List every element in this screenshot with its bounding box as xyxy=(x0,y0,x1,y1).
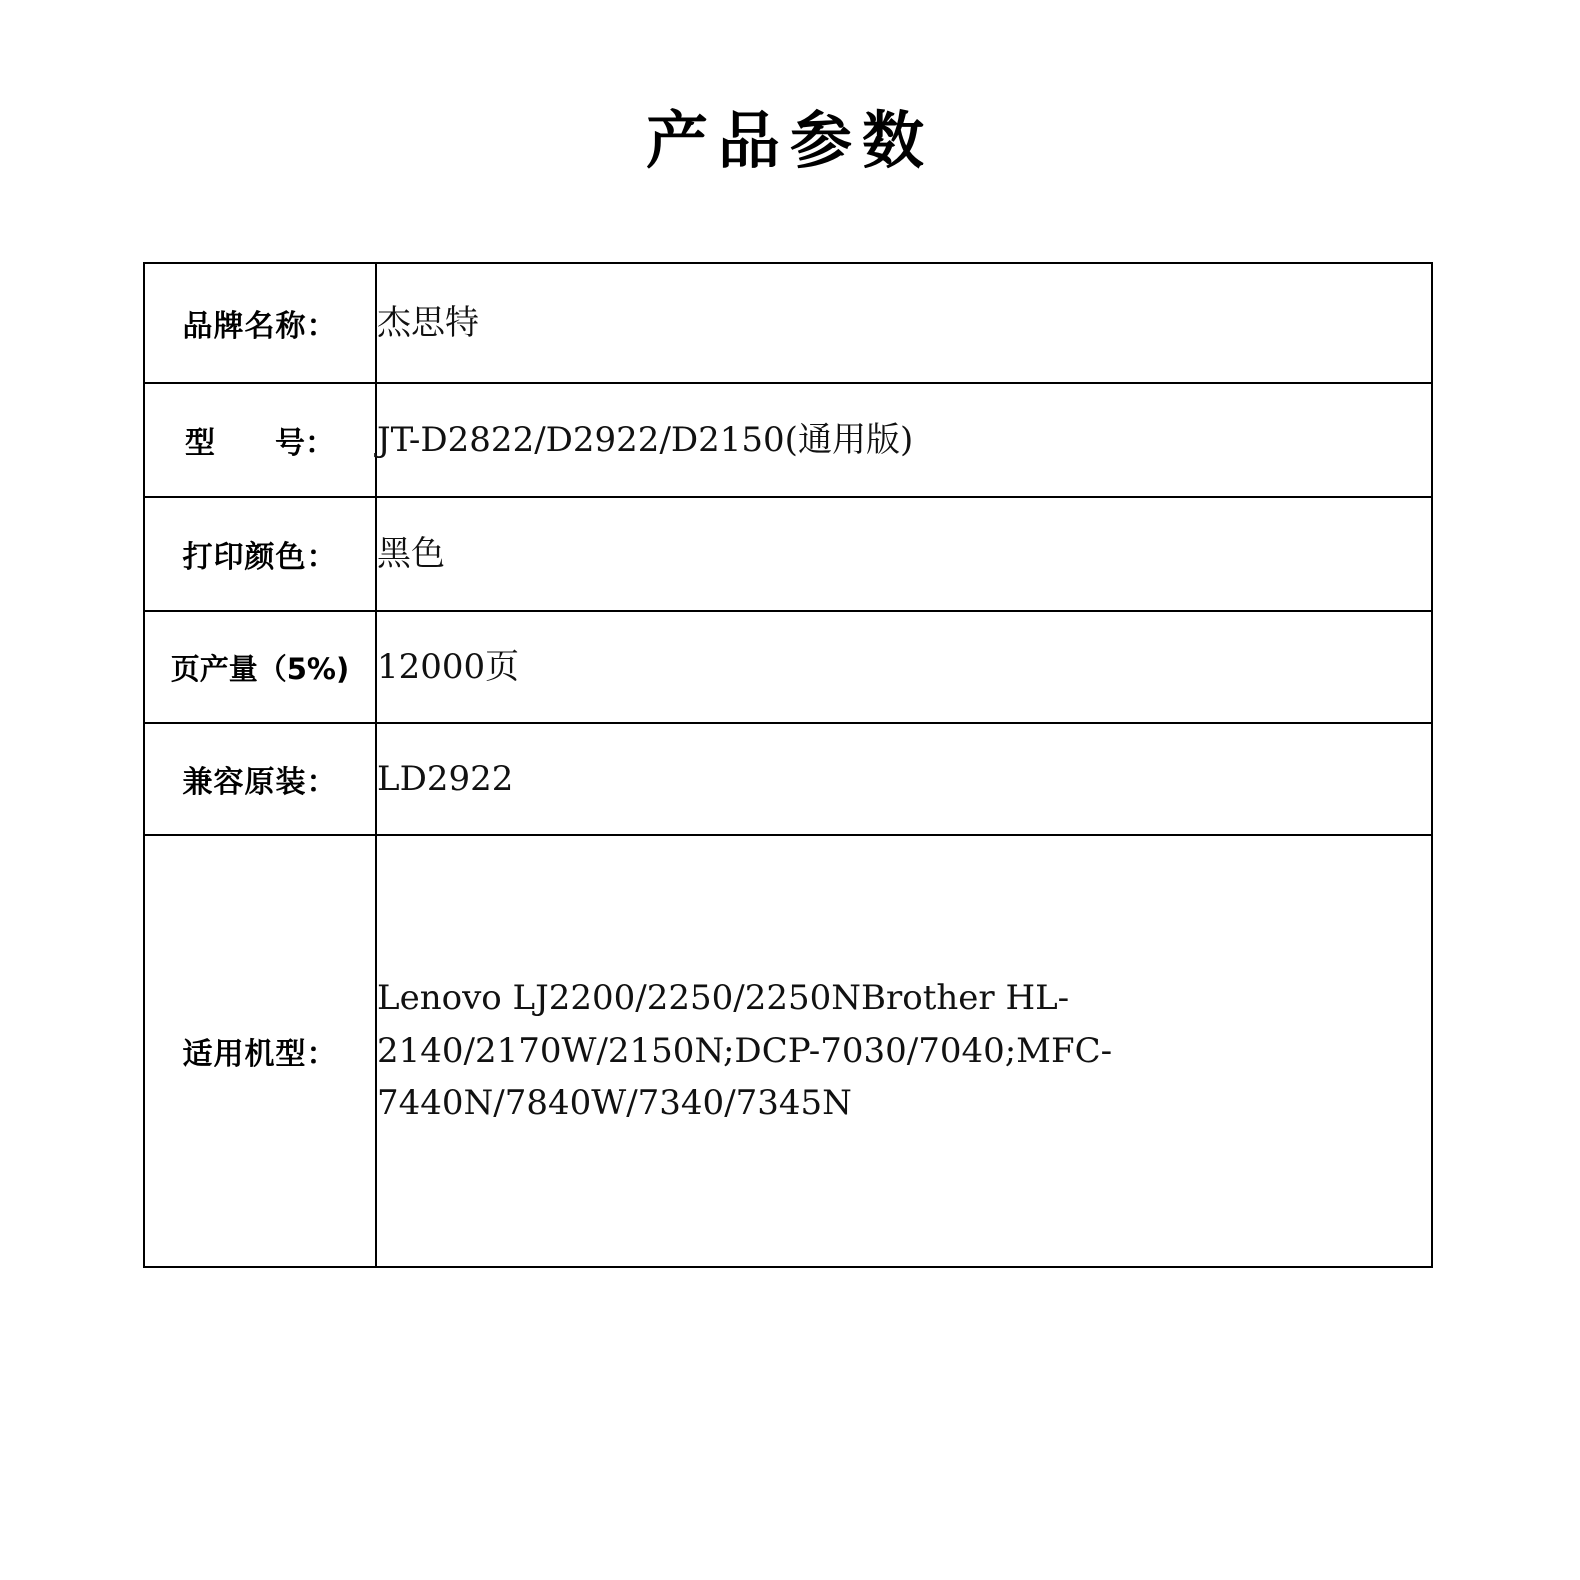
table-row xyxy=(144,835,1432,1267)
spec-label-page-yield: 页产量（5%) xyxy=(144,611,376,723)
table-row xyxy=(144,723,1432,835)
table-row xyxy=(144,611,1432,723)
spec-label-print-color: 打印颜色： xyxy=(144,497,376,611)
spec-label-applicable-models: 适用机型： xyxy=(144,835,376,1267)
product-spec-table xyxy=(143,262,1433,1268)
spec-value-page-yield: 12000页 xyxy=(376,611,1432,723)
spec-value-compatible-oem: LD2922 xyxy=(376,723,1432,835)
spec-value-applicable-models: Lenovo LJ2200/2250/2250NBrother HL-2140/2170W/2150N;DCP-7030/7040;MFC-7440N/7840W/7340/7345N xyxy=(376,835,1432,1267)
table-row xyxy=(144,383,1432,497)
spec-label-compatible-oem: 兼容原装： xyxy=(144,723,376,835)
table-row xyxy=(144,497,1432,611)
spec-value-model: JT-D2822/D2922/D2150(通用版) xyxy=(376,383,1432,497)
table-row xyxy=(144,263,1432,383)
page-title: 产品参数 xyxy=(645,104,934,177)
spec-label-model: 型 号： xyxy=(144,383,376,497)
spec-value-brand: 杰思特 xyxy=(376,263,1432,383)
spec-value-print-color: 黑色 xyxy=(376,497,1432,611)
spec-label-brand: 品牌名称： xyxy=(144,263,376,383)
